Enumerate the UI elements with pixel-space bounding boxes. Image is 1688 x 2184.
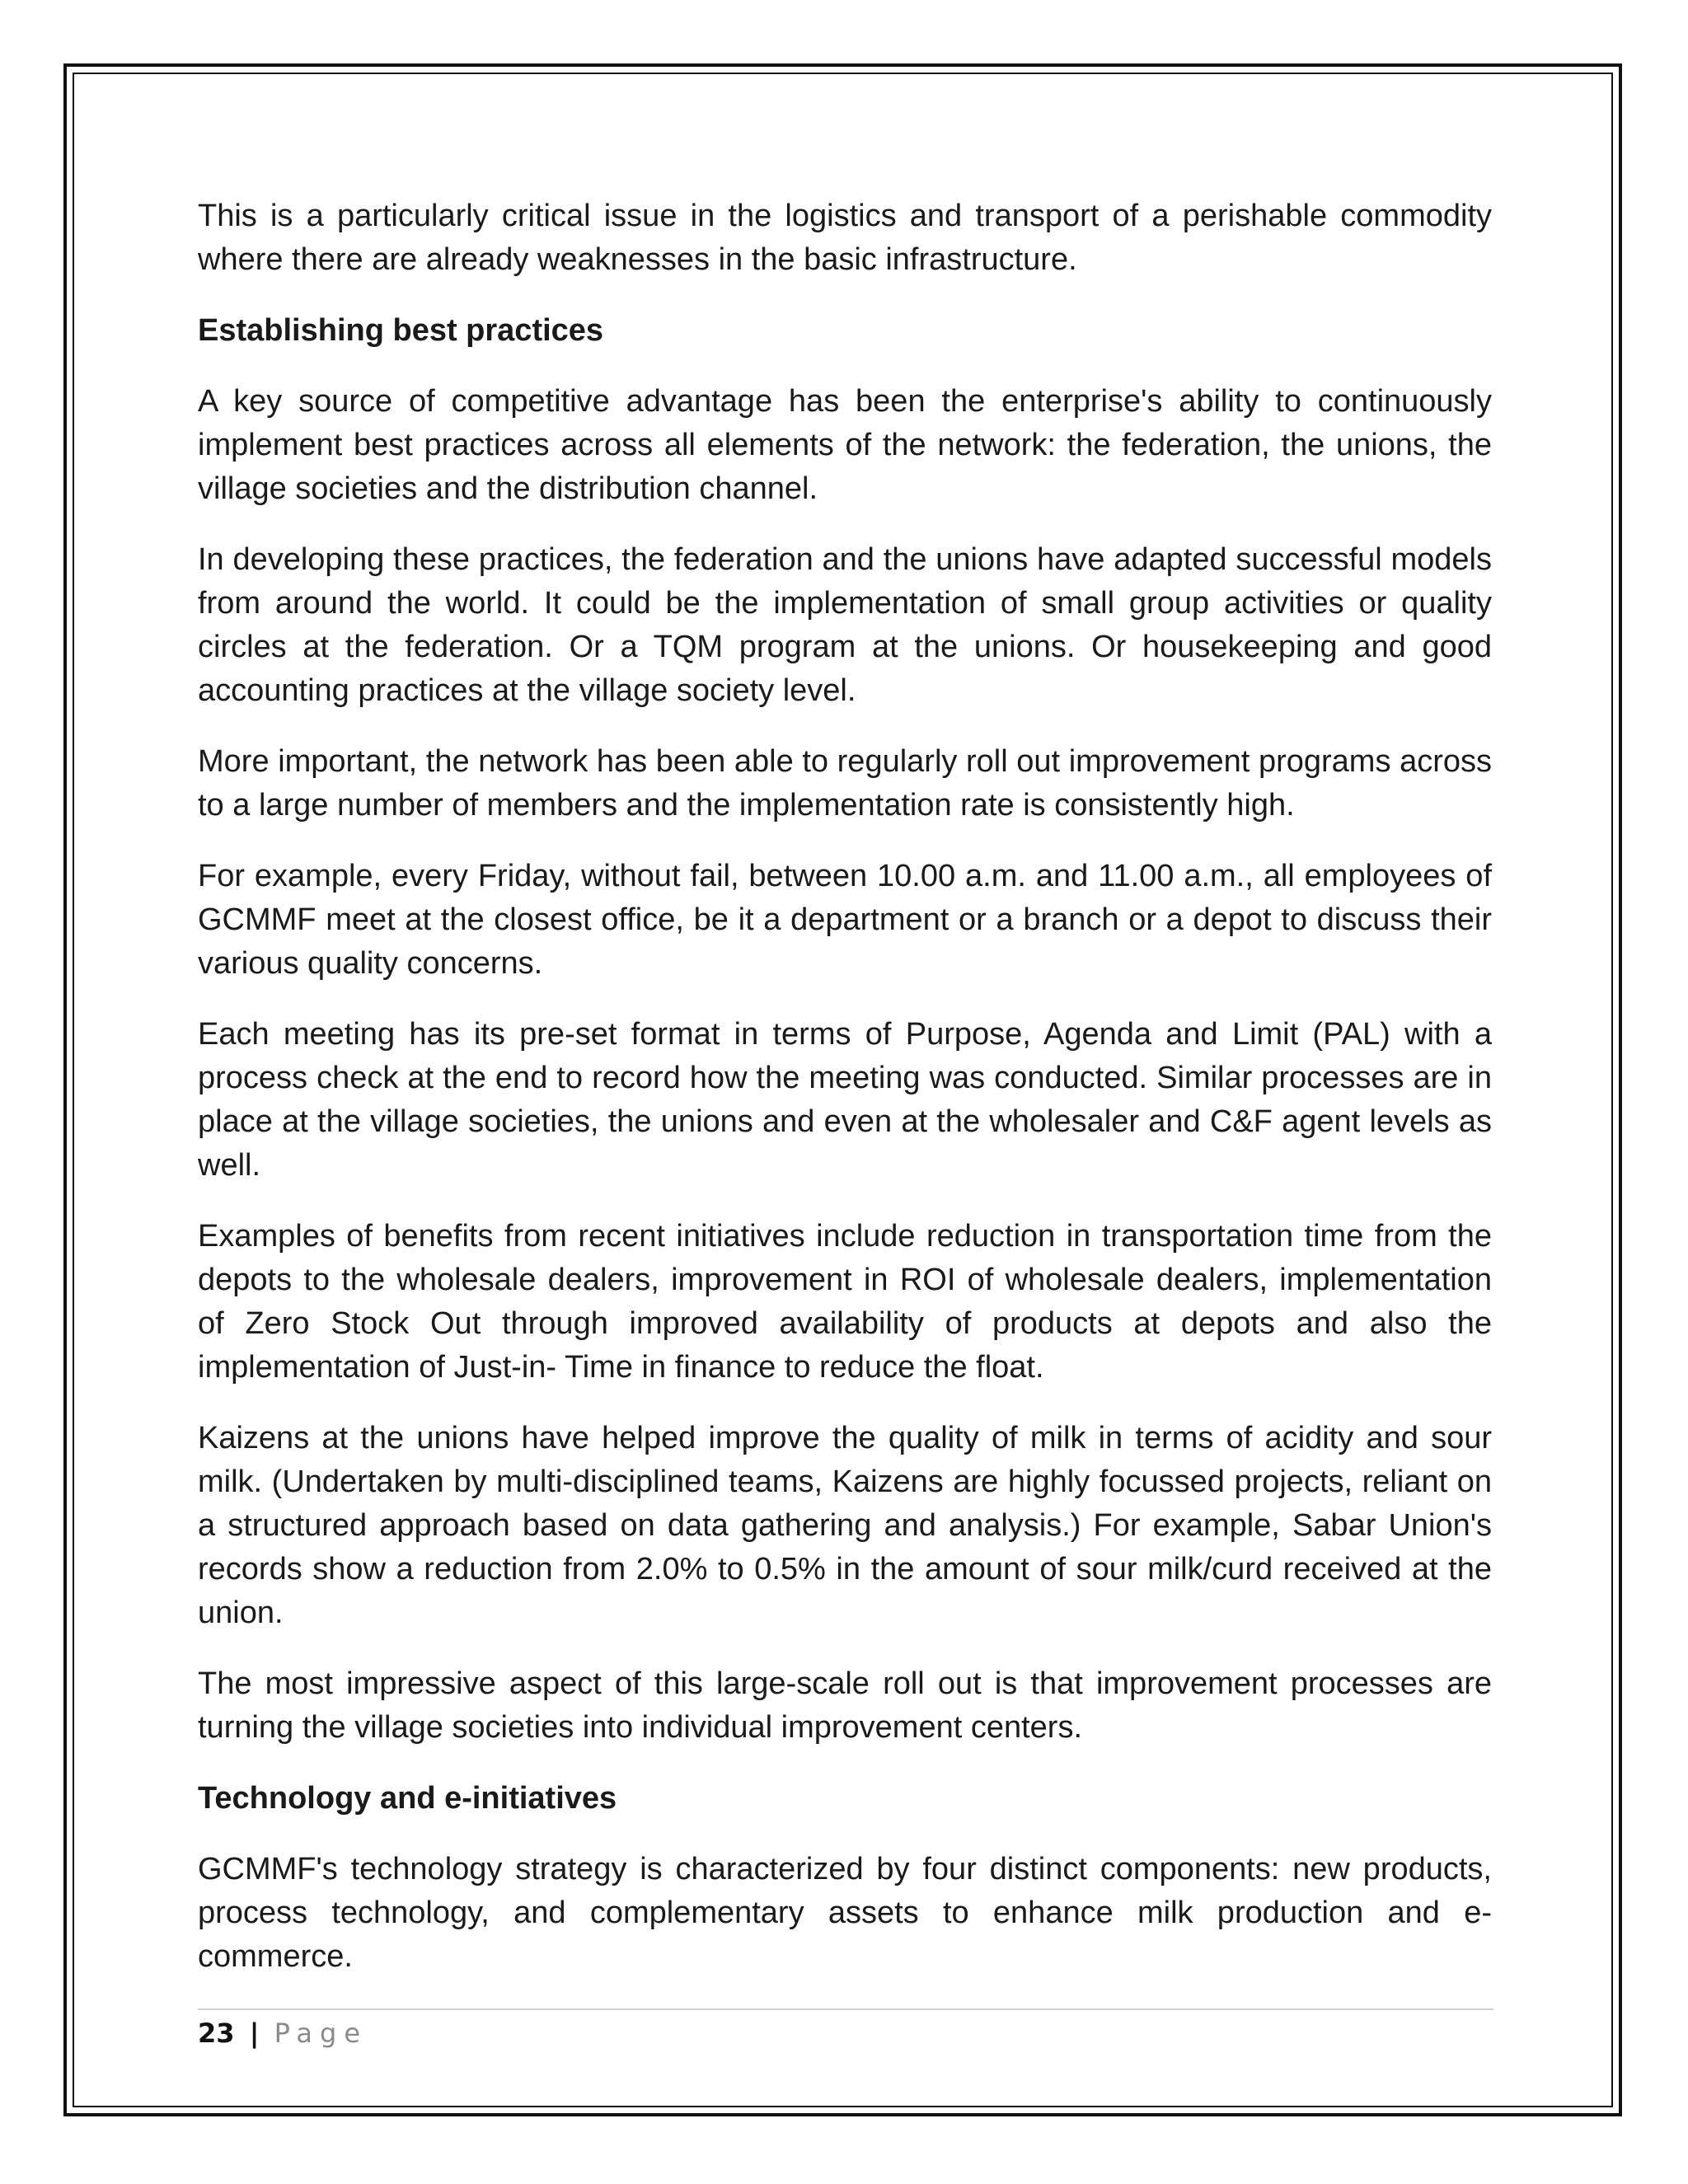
paragraph-benefits: Examples of benefits from recent initiatives include reduction in transportation time from the depots to the wholesale dealers, improvement in ROI of wholesale dealers, implementation of Zero Stock Out through improved availability of products at depots and also the implementation of Just-in- Time in finance to reduce the float. (198, 1219, 1492, 1385)
paragraph-technology-strategy: GCMMF's technology strategy is characterized by four distinct components: new products, process technology, and complementary assets to enhance milk production and e- commerce. (198, 1852, 1492, 1974)
footer-separator: | (249, 2018, 260, 2049)
paragraph-perishable-logistics: This is a particularly critical issue in the logistics and transport of a perishable commodity where there are already weaknesses in the basic infrastructure. (198, 199, 1492, 277)
paragraph-developing-practices: In developing these practices, the federation and the unions have adapted successful models from around the world. It could be the implementation of small group activities or quality circles at the federation. Or a TQM program at the unions. Or housekeeping and good accounting practices at the village society level. (198, 542, 1492, 708)
page-footer (198, 2014, 368, 2052)
page-content (198, 194, 1492, 2006)
paragraph-friday-meetings: For example, every Friday, without fail, between 10.00 a.m. and 11.00 a.m., all employees of GCMMF meet at the closest office, be it a department or a branch or a depot to discuss their various quality concerns. (198, 859, 1492, 981)
paragraph-roll-out: More important, the network has been able to regularly roll out improvement programs across to a large number of members and the implementation rate is consistently high. (198, 744, 1492, 823)
heading-best-practices: Establishing best practices (198, 313, 604, 348)
paragraph-kaizens: Kaizens at the unions have helped improve the quality of milk in terms of acidity and sour milk. (Undertaken by multi-disciplined teams, Kaizens are highly focussed projects, reliant on a structured approach based on data gathering and analysis.) For example, Sabar Union's records show a reduction from 2.0% to 0.5% in the amount of sour milk/curd received at the union. (198, 1421, 1492, 1630)
paragraph-competitive-advantage: A key source of competitive advantage has been the enterprise's ability to continuously implement best practices across all elements of the network: the federation, the unions, the village societies and the distribution channel. (198, 384, 1492, 506)
heading-technology: Technology and e-initiatives (198, 1781, 617, 1816)
paragraph-improvement-centers: The most impressive aspect of this large-scale roll out is that improvement processes are turning the village societies into individual improvement centers. (198, 1666, 1492, 1745)
paragraph-meeting-format: Each meeting has its pre-set format in terms of Purpose, Agenda and Limit (PAL) with a process check at the end to record how the meeting was conducted. Similar processes are in place at the village societies, the unions and even at the wholesaler and C&F agent levels as well. (198, 1017, 1492, 1183)
page-number: 23 (198, 2018, 235, 2049)
footer-divider (198, 2008, 1493, 2010)
page-label: Page (274, 2018, 368, 2049)
